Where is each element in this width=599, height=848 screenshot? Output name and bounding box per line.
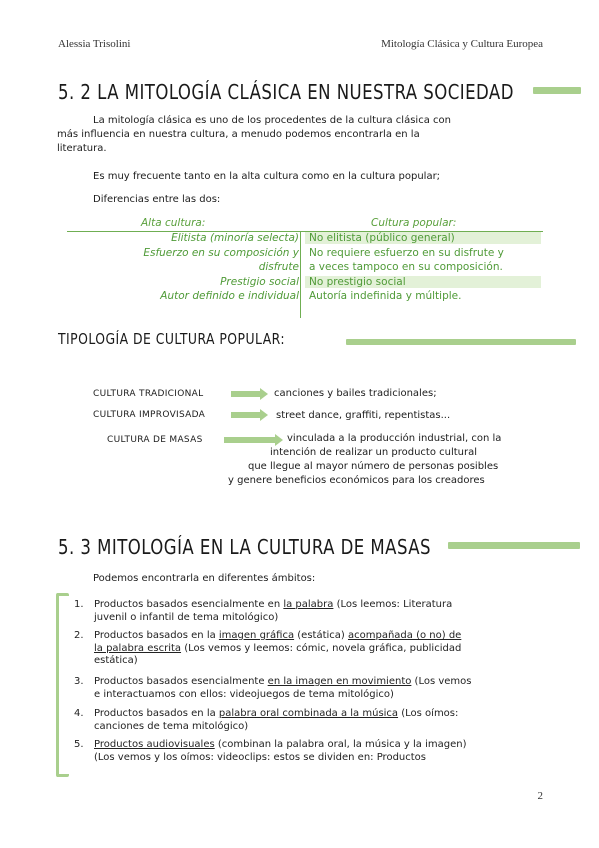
paragraph-line: Es muy frecuente tanto en la alta cultura como en la cultura popular; xyxy=(93,171,441,182)
list-item-text: Productos audiovisuales (combinan la palabra oral, la música y la imagen) (Los vemos y los oímos: videoclips: estos se dividen en: Productos xyxy=(94,739,467,763)
paragraph-line: literatura. xyxy=(57,143,107,154)
cell-alta: Elitista (minoría selecta) xyxy=(171,232,299,244)
paragraph-line: Diferencias entre las dos: xyxy=(93,194,221,205)
paragraph-line: La mitología clásica es uno de los procedentes de la cultura clásica con xyxy=(93,115,451,126)
table-row xyxy=(57,276,543,290)
tipologia-title: TIPOLOGÍA DE CULTURA POPULAR: xyxy=(58,330,285,348)
arrow-icon xyxy=(224,437,276,443)
arrow-icon xyxy=(231,391,261,397)
list-item-text: Productos basados en la imagen gráfica (estática) acompañada (o no) de la palabra escrita (Los vemos y leemos: cómic, novela gráfica, publicidad estática) xyxy=(94,630,462,666)
desc-improvisada: street dance, graffiti, repentistas... xyxy=(276,410,451,421)
table-header-popular: Cultura popular: xyxy=(371,217,457,229)
title-underline-bar xyxy=(346,339,576,345)
cell-alta: Autor definido e individual xyxy=(160,290,299,302)
cell-popular: No elitista (público general) xyxy=(305,232,541,244)
desc-masas: que llegue al mayor número de personas posibles xyxy=(248,461,499,472)
header-course: Mitología Clásica y Cultura Europea xyxy=(381,38,543,50)
section-title-5-2: 5. 2 LA MITOLOGÍA CLÁSICA EN NUESTRA SOCIEDAD xyxy=(58,80,514,104)
desc-tradicional: canciones y bailes tradicionales; xyxy=(274,388,437,399)
list-number: 4. xyxy=(74,708,84,719)
cell-alta: Esfuerzo en su composición y xyxy=(143,247,299,259)
cell-popular: No prestigio social xyxy=(305,276,541,288)
table-row xyxy=(57,247,543,275)
cell-alta: Prestigio social xyxy=(220,276,299,288)
list-item-text: Productos basados esencialmente en la imagen en movimiento (Los vemos e interactuamos con ellos: videojuegos de tema mitológico) xyxy=(94,676,472,700)
list-bracket xyxy=(56,593,69,777)
list-number: 1. xyxy=(74,599,84,610)
table-row xyxy=(57,290,543,304)
arrow-icon xyxy=(231,412,261,418)
header-author: Alessia Trisolini xyxy=(58,38,131,50)
list-item-text: Productos basados esencialmente en la palabra (Los leemos: Literatura juvenil o infantil de tema mitológico) xyxy=(94,599,453,623)
label-masas: CULTURA DE MASAS xyxy=(107,435,203,445)
table-row xyxy=(57,232,543,246)
list-number: 2. xyxy=(74,630,84,641)
label-improvisada: CULTURA IMPROVISADA xyxy=(93,410,206,420)
cell-popular: a veces tampoco en su composición. xyxy=(309,261,503,273)
title-underline-bar xyxy=(533,87,581,94)
list-item-text: Productos basados en la palabra oral combinada a la música (Los oímos: canciones de tema mitológico) xyxy=(94,708,459,732)
cell-alta: disfrute xyxy=(258,261,299,273)
cell-popular: No requiere esfuerzo en su disfrute y xyxy=(309,247,504,259)
page-number: 2 xyxy=(537,790,543,802)
desc-masas: intención de realizar un producto cultural xyxy=(270,447,478,458)
cell-popular: Autoría indefinida y múltiple. xyxy=(309,290,462,302)
paragraph-line: más influencia en nuestra cultura, a menudo podemos encontrarla en la xyxy=(57,129,420,140)
label-tradicional: CULTURA TRADICIONAL xyxy=(93,389,204,399)
desc-masas: vinculada a la producción industrial, con la xyxy=(287,433,502,444)
table-header-alta: Alta cultura: xyxy=(141,217,206,229)
list-number: 5. xyxy=(74,739,84,750)
desc-masas: y genere beneficios económicos para los creadores xyxy=(228,475,485,486)
section-title-5-3: 5. 3 MITOLOGÍA EN LA CULTURA DE MASAS xyxy=(58,535,432,559)
title-underline-bar xyxy=(448,542,580,549)
list-number: 3. xyxy=(74,676,84,687)
section-intro: Podemos encontrarla en diferentes ámbitos: xyxy=(93,573,316,584)
